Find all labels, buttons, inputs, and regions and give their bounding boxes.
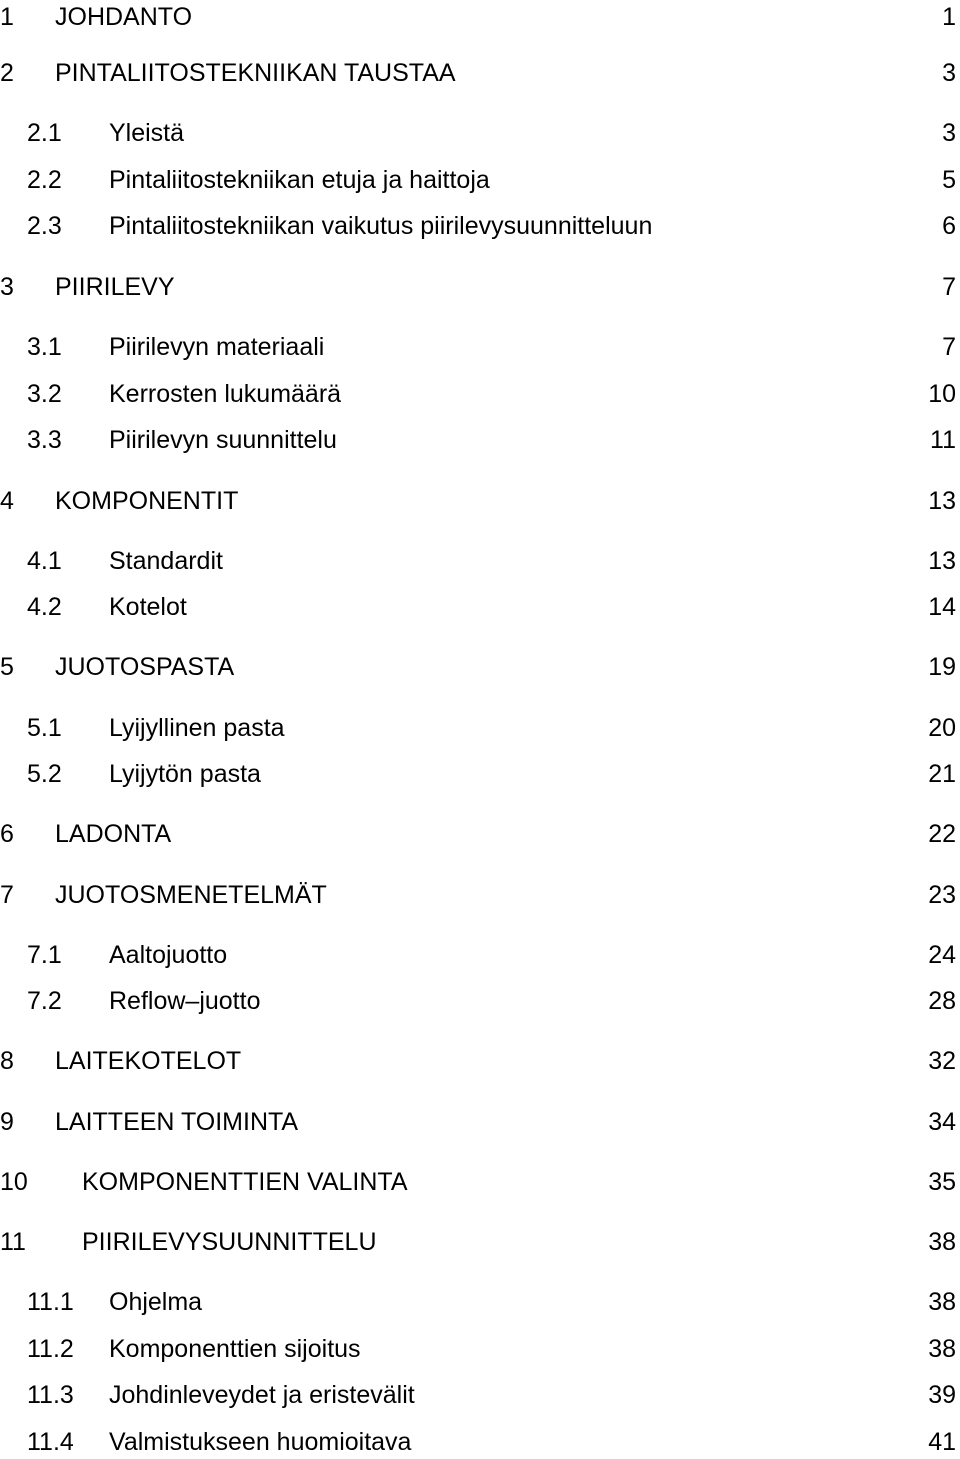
toc-entry-page-number: 28 xyxy=(928,987,956,1015)
toc-entry-title: JUOTOSMENETELMÄT xyxy=(55,881,327,909)
toc-entry-page-number: 41 xyxy=(928,1428,956,1456)
toc-entry-title: Pintaliitostekniikan etuja ja haittoja xyxy=(109,166,490,194)
toc-entry-title: Piirilevyn suunnittelu xyxy=(109,426,337,454)
toc-entry-number: 7.2 xyxy=(27,987,62,1015)
toc-chapter-entry xyxy=(0,1044,960,1078)
toc-chapter-entry xyxy=(0,1165,960,1199)
toc-entry-page-number: 20 xyxy=(928,714,956,742)
toc-entry-number: 11 xyxy=(0,1228,26,1256)
toc-entry-title: PIIRILEVYSUUNNITTELU xyxy=(82,1228,377,1256)
toc-entry-number: 11.4 xyxy=(27,1428,74,1456)
toc-section-entry xyxy=(0,1425,960,1459)
toc-section-entry xyxy=(0,163,960,197)
toc-section-entry xyxy=(0,938,960,972)
toc-entry-page-number: 32 xyxy=(928,1047,956,1075)
toc-entry-page-number: 1 xyxy=(942,3,956,31)
toc-entry-title: JOHDANTO xyxy=(55,3,193,31)
toc-entry-title: KOMPONENTIT xyxy=(55,487,239,515)
toc-entry-title: LAITEKOTELOT xyxy=(55,1047,242,1075)
toc-entry-title: Kotelot xyxy=(109,593,187,621)
toc-entry-page-number: 35 xyxy=(928,1168,956,1196)
toc-entry-number: 10 xyxy=(0,1168,28,1196)
toc-entry-number: 11.2 xyxy=(27,1335,74,1363)
toc-section-entry xyxy=(0,116,960,150)
toc-section-entry xyxy=(0,423,960,457)
toc-entry-number: 9 xyxy=(0,1108,14,1136)
toc-entry-page-number: 21 xyxy=(928,760,956,788)
toc-entry-page-number: 11 xyxy=(930,426,956,454)
toc-entry-title: Standardit xyxy=(109,547,223,575)
toc-entry-number: 5 xyxy=(0,653,14,681)
toc-entry-page-number: 34 xyxy=(928,1108,956,1136)
toc-entry-page-number: 7 xyxy=(942,273,956,301)
toc-entry-page-number: 5 xyxy=(942,166,956,194)
toc-entry-page-number: 23 xyxy=(928,881,956,909)
toc-entry-number: 5.2 xyxy=(27,760,62,788)
toc-entry-number: 4.1 xyxy=(27,547,62,575)
toc-entry-number: 8 xyxy=(0,1047,14,1075)
toc-entry-page-number: 24 xyxy=(928,941,956,969)
toc-entry-title: LADONTA xyxy=(55,820,172,848)
toc-entry-page-number: 7 xyxy=(942,333,956,361)
toc-entry-page-number: 19 xyxy=(928,653,956,681)
toc-entry-number: 3.3 xyxy=(27,426,62,454)
toc-entry-number: 11.1 xyxy=(27,1288,74,1316)
toc-section-entry xyxy=(0,1378,960,1412)
toc-entry-title: Pintaliitostekniikan vaikutus piirilevysuunnitteluun xyxy=(109,212,653,240)
toc-section-entry xyxy=(0,377,960,411)
toc-entry-page-number: 13 xyxy=(928,547,956,575)
toc-entry-number: 2.1 xyxy=(27,119,62,147)
toc-entry-page-number: 10 xyxy=(928,380,956,408)
toc-entry-page-number: 38 xyxy=(928,1288,956,1316)
toc-entry-title: Yleistä xyxy=(109,119,185,147)
toc-entry-number: 4.2 xyxy=(27,593,62,621)
toc-chapter-entry xyxy=(0,1105,960,1139)
toc-entry-page-number: 39 xyxy=(928,1381,956,1409)
toc-entry-number: 4 xyxy=(0,487,14,515)
toc-entry-number: 7.1 xyxy=(27,941,62,969)
toc-section-entry xyxy=(0,1285,960,1319)
toc-entry-title: LAITTEEN TOIMINTA xyxy=(55,1108,299,1136)
toc-entry-number: 11.3 xyxy=(27,1381,74,1409)
toc-entry-number: 2.3 xyxy=(27,212,62,240)
toc-section-entry xyxy=(0,984,960,1018)
toc-chapter-entry xyxy=(0,817,960,851)
toc-entry-title: PINTALIITOSTEKNIIKAN TAUSTAA xyxy=(55,59,456,87)
toc-entry-number: 2.2 xyxy=(27,166,62,194)
toc-entry-page-number: 38 xyxy=(928,1228,956,1256)
toc-entry-title: JUOTOSPASTA xyxy=(55,653,235,681)
toc-chapter-entry xyxy=(0,0,960,34)
toc-entry-page-number: 22 xyxy=(928,820,956,848)
toc-section-entry xyxy=(0,711,960,745)
toc-chapter-entry xyxy=(0,270,960,304)
toc-entry-title: Valmistukseen huomioitava xyxy=(109,1428,412,1456)
toc-chapter-entry xyxy=(0,878,960,912)
toc-chapter-entry xyxy=(0,484,960,518)
toc-entry-number: 2 xyxy=(0,59,14,87)
toc-chapter-entry xyxy=(0,1225,960,1259)
toc-entry-title: Kerrosten lukumäärä xyxy=(109,380,342,408)
toc-entry-title: Lyijytön pasta xyxy=(109,760,261,788)
toc-entry-page-number: 38 xyxy=(928,1335,956,1363)
toc-entry-page-number: 14 xyxy=(928,593,956,621)
toc-entry-page-number: 3 xyxy=(942,59,956,87)
toc-section-entry xyxy=(0,209,960,243)
toc-entry-number: 5.1 xyxy=(27,714,62,742)
toc-section-entry xyxy=(0,1332,960,1366)
toc-entry-number: 3.2 xyxy=(27,380,62,408)
toc-section-entry xyxy=(0,544,960,578)
toc-entry-title: Reflow–juotto xyxy=(109,987,261,1015)
toc-entry-page-number: 6 xyxy=(942,212,956,240)
toc-entry-page-number: 13 xyxy=(928,487,956,515)
toc-section-entry xyxy=(0,590,960,624)
toc-chapter-entry xyxy=(0,56,960,90)
toc-entry-number: 3 xyxy=(0,273,14,301)
toc-entry-title: KOMPONENTTIEN VALINTA xyxy=(82,1168,408,1196)
toc-section-entry xyxy=(0,330,960,364)
toc-chapter-entry xyxy=(0,650,960,684)
toc-entry-title: Piirilevyn materiaali xyxy=(109,333,325,361)
toc-entry-title: Aaltojuotto xyxy=(109,941,228,969)
toc-entry-page-number: 3 xyxy=(942,119,956,147)
toc-entry-title: Ohjelma xyxy=(109,1288,203,1316)
toc-entry-number: 6 xyxy=(0,820,14,848)
toc-entry-title: Lyijyllinen pasta xyxy=(109,714,285,742)
toc-entry-number: 3.1 xyxy=(27,333,62,361)
toc-section-entry xyxy=(0,757,960,791)
toc-entry-number: 1 xyxy=(0,3,14,31)
toc-entry-number: 7 xyxy=(0,881,14,909)
toc-entry-title: Johdinleveydet ja eristevälit xyxy=(109,1381,415,1409)
toc-entry-title: Komponenttien sijoitus xyxy=(109,1335,361,1363)
toc-entry-title: PIIRILEVY xyxy=(55,273,175,301)
